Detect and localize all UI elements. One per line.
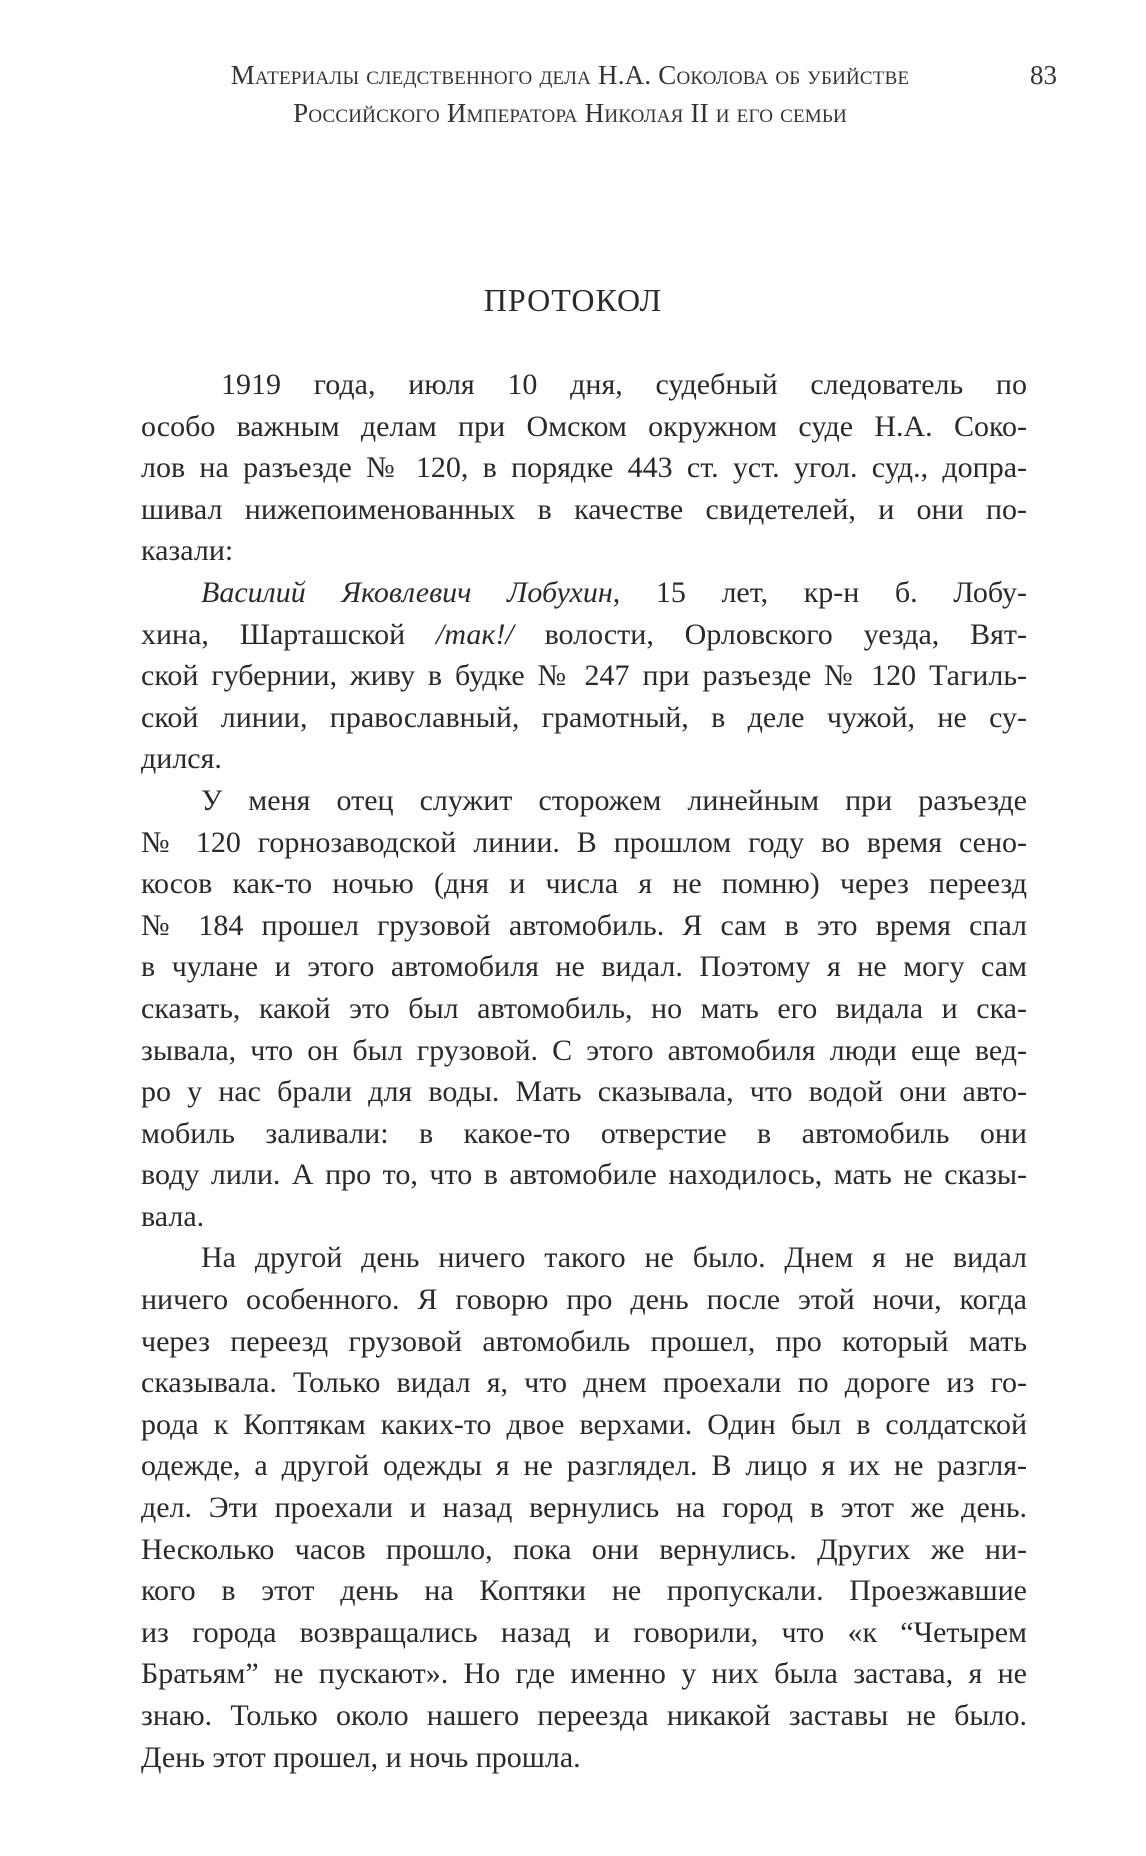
text-segment: одежде, а другой одежды я не разглядел. В лицо я их не разгля-	[141, 1449, 1027, 1483]
paragraph	[141, 1237, 1027, 1778]
text-line	[141, 614, 1027, 656]
text-segment: косов как-то ночью (дня и числа я не помню) через переезд	[141, 867, 1027, 901]
text-line	[141, 1030, 1027, 1072]
text-line	[141, 697, 1027, 739]
text-line	[141, 1237, 1027, 1279]
text-segment: лов на разъезде № 120, в порядке 443 ст. уст. угол. суд., допра-	[141, 451, 1027, 485]
text-segment: сказывала. Только видал я, что днем проехали по дороге из го-	[141, 1366, 1027, 1400]
text-line	[141, 946, 1027, 988]
text-line	[141, 1113, 1027, 1155]
text-segment: через переезд грузовой автомобиль прошел, про который мать	[141, 1324, 1027, 1358]
running-head-line-1: Материалы следственного дела Н.А. Соколова об убийстве	[230, 60, 910, 90]
text-line	[141, 1196, 1027, 1238]
text-segment: № 184 прошел грузовой автомобиль. Я сам в это время спал	[141, 908, 1027, 942]
text-line	[141, 822, 1027, 864]
text-line	[141, 1445, 1027, 1487]
text-segment: Несколько часов прошло, пока они вернулись. Других же ни-	[141, 1532, 1027, 1566]
text-segment: 1919 года, июля 10 дня, судебный следователь по	[221, 368, 1027, 401]
text-line	[141, 780, 1027, 822]
text-line	[141, 1737, 1027, 1779]
text-segment: дел. Эти проехали и назад вернулись на город в этот же день.	[141, 1491, 1027, 1525]
text-segment: волости, Орловского уезда, Вят-	[513, 617, 1027, 651]
text-segment: , 15 лет, кр-н б. Лобу-	[612, 575, 1027, 609]
text-line	[141, 530, 1027, 572]
text-segment: На другой день ничего такого не было. Днем я не видал	[201, 1241, 1027, 1275]
text-segment: воду лили. А про то, что в автомобиле находилось, мать не сказы-	[141, 1158, 1027, 1192]
text-segment: У меня отец служит сторожем линейным при разъезде	[201, 783, 1027, 817]
text-segment: кого в этот день на Коптяки не пропускали. Проезжавшие	[141, 1574, 1027, 1608]
text-segment: ничего особенного. Я говорю про день после этой ночи, когда	[141, 1283, 1027, 1317]
running-head	[170, 56, 970, 132]
paragraph	[141, 572, 1027, 780]
text-segment: вала.	[141, 1199, 205, 1233]
text-line	[141, 572, 1027, 614]
text-line	[141, 1487, 1027, 1529]
text-segment: ской линии, православный, грамотный, в деле чужой, не су-	[141, 700, 1027, 734]
text-segment: знаю. Только около нашего переезда никакой заставы не было.	[141, 1699, 1027, 1732]
text-segment: № 120 горнозаводской линии. В прошлом году во время сено-	[141, 825, 1027, 859]
text-segment: хина, Шарташской	[141, 617, 437, 651]
text-segment: мобиль заливали: в какое-то отверстие в автомобиль они	[141, 1116, 1027, 1150]
text-line	[141, 1612, 1027, 1654]
text-line	[141, 364, 1027, 406]
text-line	[141, 1570, 1027, 1612]
text-line	[141, 905, 1027, 947]
italic-text: /так!/	[436, 617, 514, 651]
paragraph	[141, 780, 1027, 1238]
text-line	[141, 1404, 1027, 1446]
running-head-line-2: Российского Императора Николая II и его семьи	[293, 98, 847, 128]
text-line	[141, 1529, 1027, 1571]
text-segment: День этот прошел, и ночь прошла.	[141, 1740, 581, 1774]
text-line	[141, 1154, 1027, 1196]
text-segment: ро у нас брали для воды. Мать сказывала, что водой они авто-	[141, 1075, 1027, 1109]
text-segment: в чулане и этого автомобиля не видал. Поэтому я не могу сам	[141, 950, 1027, 984]
text-line	[141, 1653, 1027, 1695]
page-number: 83	[1030, 60, 1057, 90]
document-title: ПРОТОКОЛ	[483, 282, 663, 318]
text-segment: из города возвращались назад и говорили, что «к “Четырем	[141, 1615, 1027, 1649]
text-line	[141, 1695, 1027, 1737]
text-line	[141, 988, 1027, 1030]
paragraph	[141, 364, 1027, 572]
text-line	[141, 1362, 1027, 1404]
text-segment: ской губернии, живу в будке № 247 при разъезде № 120 Тагиль-	[141, 659, 1027, 693]
text-segment: сказать, какой это был автомобиль, но мать его видала и ска-	[141, 991, 1027, 1025]
text-line	[141, 738, 1027, 780]
text-segment: зывала, что он был грузовой. С этого автомобиля люди еще вед-	[141, 1033, 1027, 1067]
text-segment: дился.	[141, 742, 222, 776]
italic-text: Василий Яковлевич Лобухин	[201, 575, 613, 609]
text-line	[141, 447, 1027, 489]
text-line	[141, 406, 1027, 448]
text-line	[141, 655, 1027, 697]
text-line	[141, 863, 1027, 905]
text-line	[141, 1071, 1027, 1113]
text-line	[141, 1279, 1027, 1321]
text-segment: рода к Коптякам каких-то двое верхами. Один был в солдатской	[141, 1407, 1027, 1441]
body-text	[141, 364, 1027, 1778]
text-segment: шивал нижепоименованных в качестве свидетелей, и они по-	[141, 492, 1027, 526]
text-segment: особо важным делам при Омском окружном суде Н.А. Соко-	[141, 409, 1027, 443]
text-segment: казали:	[141, 534, 234, 568]
text-line	[141, 1321, 1027, 1363]
text-segment: Братьям” не пускают». Но где именно у них была застава, я не	[141, 1657, 1027, 1691]
text-line	[141, 489, 1027, 531]
